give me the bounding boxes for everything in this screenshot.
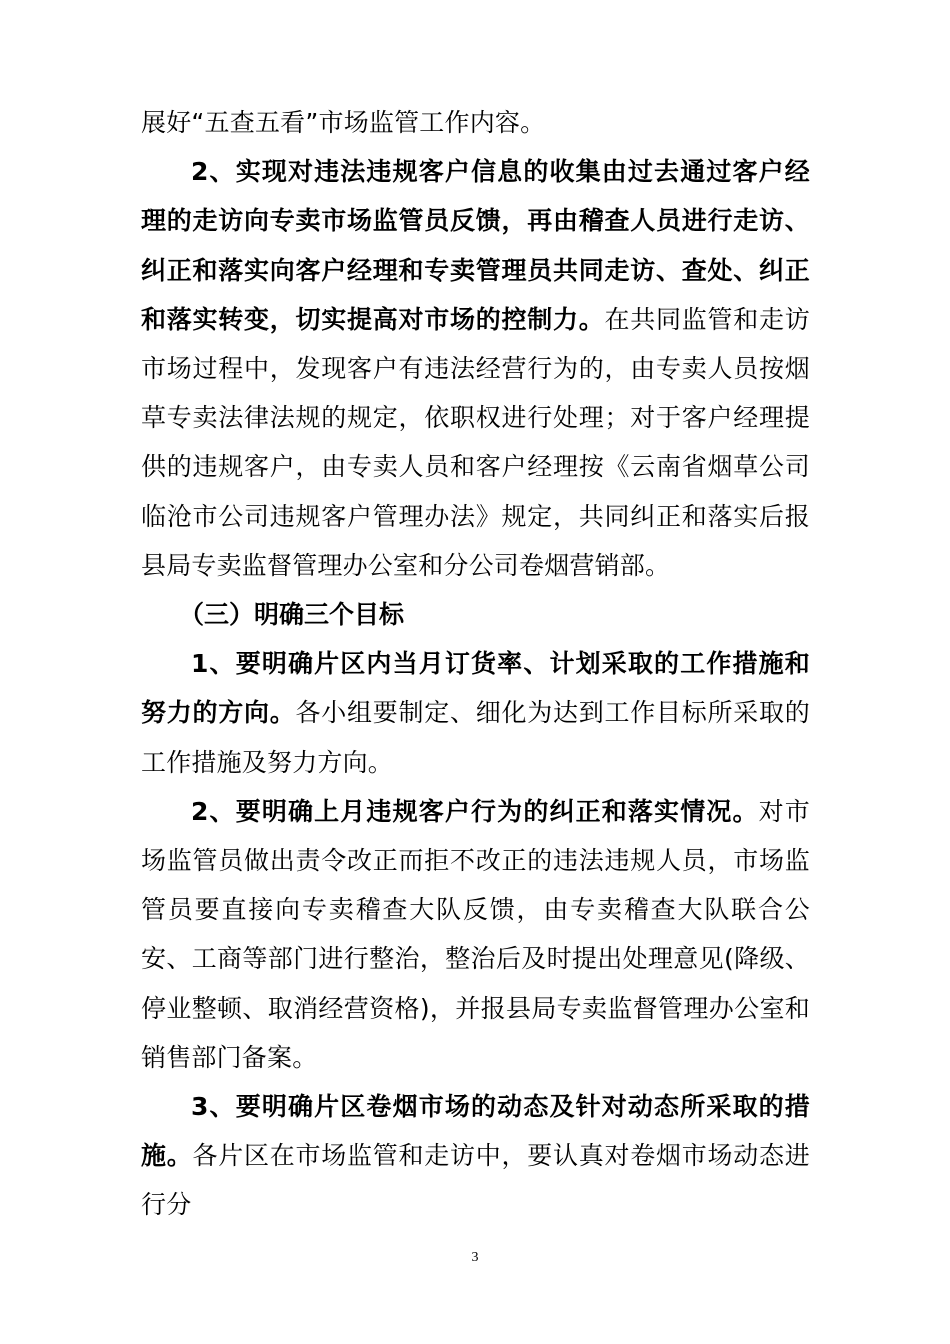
paragraph-body: 在共同监管和走访市场过程中，发现客户有违法经营行为的，由专卖人员按烟草专卖法律法规的规定，依职权进行处理；对于客户经理提供的违规客户，由专卖人员和客户经理按《云南省烟草公司临沧市公司违规客户管理办法》规定，共同纠正和落实后报县局专卖监督管理办公室和分公司卷烟营销部。	[141, 304, 810, 580]
paragraph-continuation: 展好“五查五看”市场监管工作内容。	[141, 108, 546, 137]
paragraph-body: 对市场监管员做出责令改正而拒不改正的违法违规人员，市场监管员要直接向专卖稽查大队反馈，由专卖稽查大队联合公安、工商等部门进行整治，整治后及时提出处理意见(降级、停业整顿、取消经营资格)，并报县局专卖监督管理办公室和销售部门备案。	[141, 796, 811, 1072]
paragraph-bold-lead: 1、要明确片区内当月订货率、计划采取的工作措施和努力的方向。	[141, 649, 810, 728]
paragraph-bold-lead: 2、实现对违法违规客户信息的收集由过去通过客户经理的走访向专卖市场监管员反馈，再由稽查人员进行走访、纠正和落实向客户经理和专卖管理员共同走访、查处、纠正和落实转变，切实提高对市场的控制力。	[141, 157, 810, 334]
paragraph-goal-2	[141, 787, 810, 1082]
section-heading-three-goals: （三）明确三个目标	[179, 600, 405, 630]
document-page	[141, 98, 810, 1230]
paragraph-item-2-info-collection	[141, 147, 810, 590]
paragraph-goal-1	[141, 639, 810, 787]
paragraph-body: 各小组要制定、细化为达到工作目标所采取的工作措施及努力方向。	[141, 698, 810, 777]
paragraph-bold-lead: 2、要明确上月违规客户行为的纠正和落实情况。	[191, 796, 759, 826]
paragraph-bold-lead: 3、要明确片区卷烟市场的动态及针对动态所采取的措施。	[141, 1092, 810, 1171]
paragraph-goal-3	[141, 1082, 810, 1230]
paragraph-body: 各片区在市场监管和走访中，要认真对卷烟市场动态进行分	[141, 1141, 810, 1220]
page-number: 3	[471, 1250, 479, 1265]
